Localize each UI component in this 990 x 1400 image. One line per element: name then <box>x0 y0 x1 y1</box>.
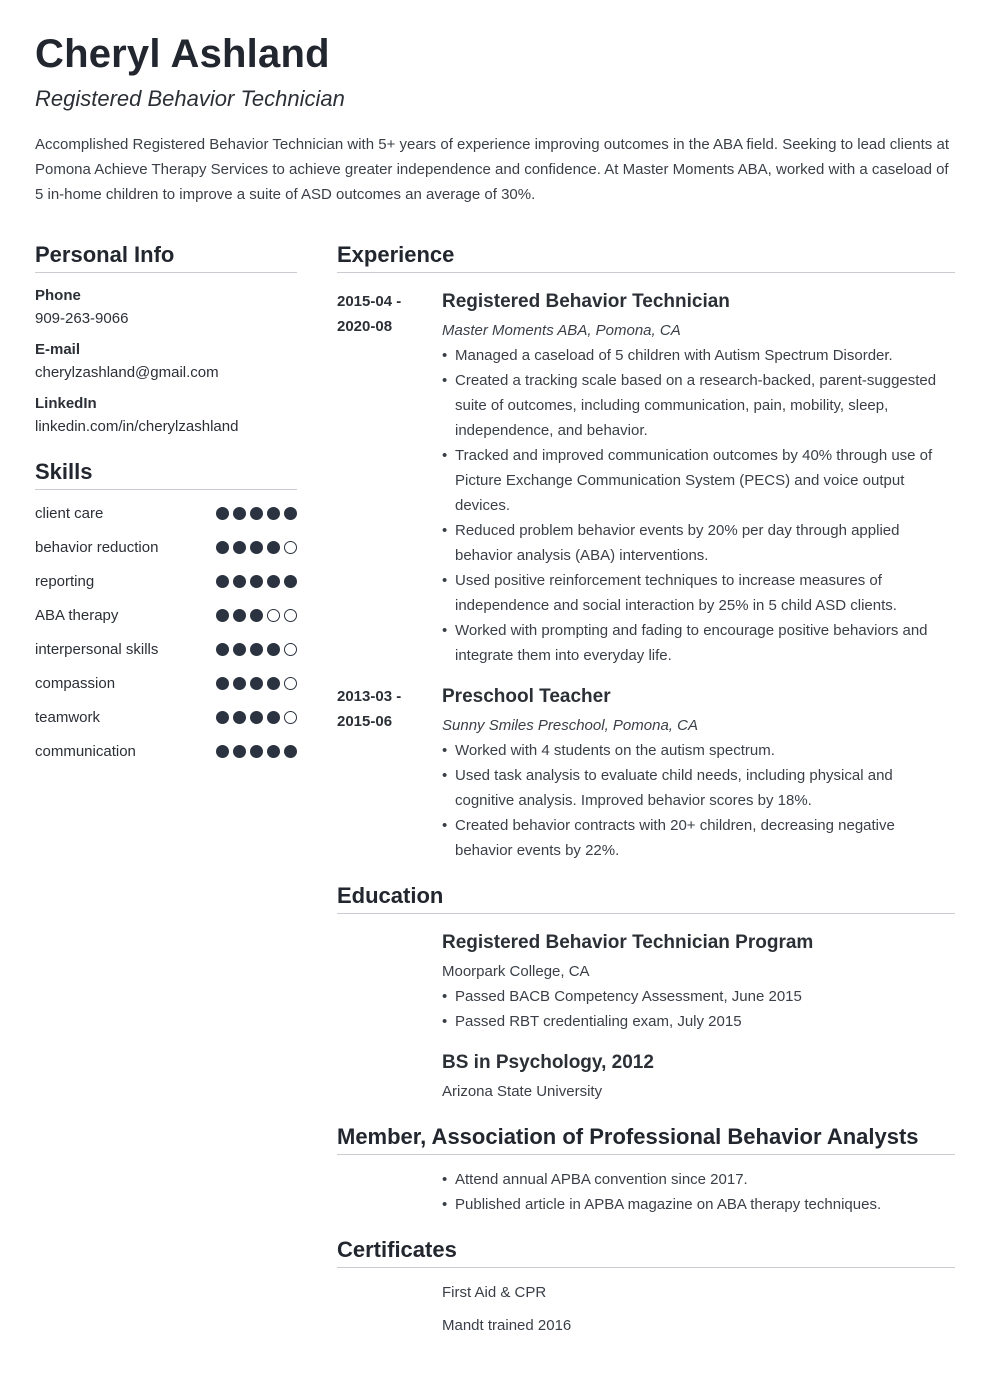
job-body <box>442 289 955 668</box>
skill-row <box>35 530 297 564</box>
job-company: Master Moments ABA, Pomona, CA <box>442 322 681 339</box>
filled-dot-icon <box>216 643 229 656</box>
membership-heading: Member, Association of Professional Behavior Analysts <box>337 1124 955 1155</box>
skill-name: reporting <box>35 572 95 590</box>
education-body <box>442 930 955 1034</box>
education-entry <box>337 930 955 1034</box>
email-label: E-mail <box>35 341 81 358</box>
filled-dot-icon <box>250 575 263 588</box>
membership-bullet: • Attend annual APBA convention since 2017. <box>442 1167 955 1192</box>
job-date-start: 2013-03 - <box>337 688 402 705</box>
filled-dot-icon <box>233 745 246 758</box>
empty-dot-icon <box>284 711 297 724</box>
job-date-end: 2020-08 <box>337 318 393 335</box>
skill-row <box>35 496 297 530</box>
skill-level-rating <box>216 745 297 758</box>
skill-level-rating <box>216 711 297 724</box>
membership-bullet: • Published article in APBA magazine on ABA therapy techniques. <box>442 1192 955 1217</box>
education-degree: Registered Behavior Technician Program <box>442 932 814 953</box>
job-dates <box>337 289 442 668</box>
job-bullet: • Worked with prompting and fading to encourage positive behaviors and integrate them into everyday life. <box>442 618 955 668</box>
experience-entry <box>337 289 955 668</box>
job-title: Registered Behavior Technician <box>442 291 730 312</box>
skill-name: compassion <box>35 674 116 692</box>
job-date-start: 2015-04 - <box>337 293 402 310</box>
candidate-title: Registered Behavior Technician <box>35 86 345 111</box>
filled-dot-icon <box>250 541 263 554</box>
empty-dot-icon <box>284 541 297 554</box>
experience-entry <box>337 684 955 863</box>
education-entry <box>337 1050 955 1104</box>
skill-row <box>35 598 297 632</box>
filled-dot-icon <box>233 609 246 622</box>
job-company: Sunny Smiles Preschool, Pomona, CA <box>442 717 698 734</box>
email-value: cherylzashland@gmail.com <box>35 364 219 381</box>
empty-dot-icon <box>284 609 297 622</box>
education-degree: BS in Psychology, 2012 <box>442 1052 654 1073</box>
skill-row <box>35 564 297 598</box>
empty-dot-icon <box>267 609 280 622</box>
skills-list <box>35 496 297 768</box>
skill-row <box>35 734 297 768</box>
job-title: Preschool Teacher <box>442 686 611 707</box>
skill-level-rating <box>216 677 297 690</box>
filled-dot-icon <box>216 541 229 554</box>
certificate-item: First Aid & CPR <box>442 1284 547 1301</box>
filled-dot-icon <box>284 745 297 758</box>
linkedin-label: LinkedIn <box>35 395 97 412</box>
job-bullets <box>442 738 955 863</box>
filled-dot-icon <box>267 711 280 724</box>
filled-dot-icon <box>267 745 280 758</box>
left-column <box>35 242 297 768</box>
education-bullets <box>442 984 955 1034</box>
education-school: Moorpark College, CA <box>442 963 590 980</box>
job-bullet: • Managed a caseload of 5 children with Autism Spectrum Disorder. <box>442 343 955 368</box>
phone-value: 909-263-9066 <box>35 310 129 327</box>
summary: Accomplished Registered Behavior Technician with 5+ years of experience improving outcomes in the ABA field. Seeking to lead clients at Pomona Achieve Therapy Services to achieve greater independence and confidence. At Master Moments ABA, worked with a caseload of 5 in-home children to improve a suite of ASD outcomes an average of 30%. <box>35 136 949 203</box>
certificates-list <box>442 1280 955 1338</box>
filled-dot-icon <box>233 541 246 554</box>
filled-dot-icon <box>233 711 246 724</box>
skill-level-rating <box>216 575 297 588</box>
skill-row <box>35 632 297 666</box>
education-bullet: • Passed RBT credentialing exam, July 2015 <box>442 1009 955 1034</box>
job-body <box>442 684 955 863</box>
filled-dot-icon <box>216 677 229 690</box>
filled-dot-icon <box>267 575 280 588</box>
filled-dot-icon <box>233 643 246 656</box>
skills-section <box>35 459 297 768</box>
experience-list <box>337 289 955 863</box>
filled-dot-icon <box>284 575 297 588</box>
filled-dot-icon <box>233 507 246 520</box>
job-bullet: • Created a tracking scale based on a research-backed, parent-suggested suite of outcomes, including communication, pain, mobility, sleep, independence, and behavior. <box>442 368 955 443</box>
personal-info-heading: Personal Info <box>35 242 297 273</box>
skill-name: communication <box>35 742 136 760</box>
job-bullets <box>442 343 955 668</box>
education-list <box>337 930 955 1104</box>
filled-dot-icon <box>250 711 263 724</box>
phone-label: Phone <box>35 287 81 304</box>
filled-dot-icon <box>216 711 229 724</box>
filled-dot-icon <box>250 609 263 622</box>
filled-dot-icon <box>216 609 229 622</box>
skill-name: behavior reduction <box>35 538 159 556</box>
empty-dot-icon <box>284 643 297 656</box>
filled-dot-icon <box>267 677 280 690</box>
filled-dot-icon <box>250 677 263 690</box>
filled-dot-icon <box>267 507 280 520</box>
education-body <box>442 1050 955 1104</box>
filled-dot-icon <box>216 575 229 588</box>
skill-name: teamwork <box>35 708 101 726</box>
empty-dot-icon <box>284 677 297 690</box>
filled-dot-icon <box>250 643 263 656</box>
skill-level-rating <box>216 507 297 520</box>
candidate-name: Cheryl Ashland <box>35 32 330 76</box>
experience-heading: Experience <box>337 242 955 273</box>
education-date-spacer <box>337 1050 442 1104</box>
certificates-heading: Certificates <box>337 1237 955 1268</box>
filled-dot-icon <box>216 507 229 520</box>
education-date-spacer <box>337 930 442 1034</box>
skills-heading: Skills <box>35 459 297 490</box>
membership-bullets <box>442 1167 955 1217</box>
job-bullet: • Created behavior contracts with 20+ children, decreasing negative behavior events by 22%. <box>442 813 955 863</box>
linkedin-value: linkedin.com/in/cherylzashland <box>35 418 239 435</box>
filled-dot-icon <box>267 541 280 554</box>
right-column <box>337 242 955 1338</box>
skill-name: client care <box>35 504 104 522</box>
job-bullet: • Used positive reinforcement techniques to increase measures of independence and social interaction by 25% in 5 child ASD clients. <box>442 568 955 618</box>
skill-level-rating <box>216 541 297 554</box>
filled-dot-icon <box>216 745 229 758</box>
filled-dot-icon <box>267 643 280 656</box>
skill-name: interpersonal skills <box>35 640 159 658</box>
skill-level-rating <box>216 609 297 622</box>
certificate-item: Mandt trained 2016 <box>442 1317 572 1334</box>
job-bullet: • Worked with 4 students on the autism spectrum. <box>442 738 955 763</box>
job-bullet: • Reduced problem behavior events by 20% per day through applied behavior analysis (ABA) interventions. <box>442 518 955 568</box>
skill-name: ABA therapy <box>35 606 119 624</box>
job-dates <box>337 684 442 863</box>
job-bullet: • Used task analysis to evaluate child needs, including physical and cognitive analysis. Improved behavior scores by 18%. <box>442 763 955 813</box>
skill-row <box>35 666 297 700</box>
filled-dot-icon <box>250 507 263 520</box>
education-school: Arizona State University <box>442 1083 603 1100</box>
filled-dot-icon <box>233 575 246 588</box>
education-heading: Education <box>337 883 955 914</box>
filled-dot-icon <box>250 745 263 758</box>
job-date-end: 2015-06 <box>337 713 393 730</box>
filled-dot-icon <box>284 507 297 520</box>
education-bullet: • Passed BACB Competency Assessment, June 2015 <box>442 984 955 1009</box>
skill-row <box>35 700 297 734</box>
filled-dot-icon <box>233 677 246 690</box>
membership-body <box>442 1167 955 1217</box>
job-bullet: • Tracked and improved communication outcomes by 40% through use of Picture Exchange Communication System (PECS) and voice output devices. <box>442 443 955 518</box>
skill-level-rating <box>216 643 297 656</box>
